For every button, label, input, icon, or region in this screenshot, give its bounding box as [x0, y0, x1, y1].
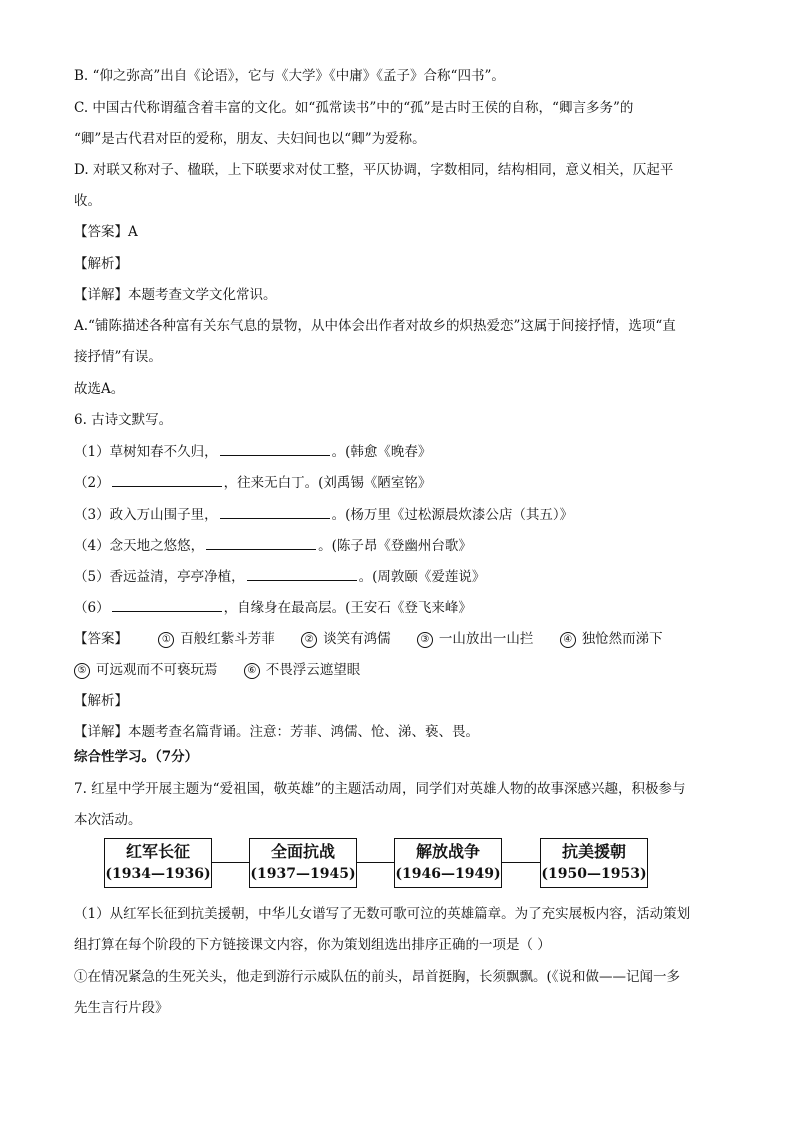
question-6: 6. 古诗文默写。	[74, 412, 173, 428]
option-b: B. “仰之弥高”出自《论语》，它与《大学》《中庸》《孟子》合称“四书”。	[74, 68, 505, 84]
option-c-line2: “卿”是古代君对臣的爱称，朋友、夫妇间也以“卿”为爱称。	[74, 131, 426, 147]
analysis-6-label: 【解析】	[74, 693, 128, 709]
answer-6-line1: 【答案】 ① 百般红紫斗芳菲 ② 谈笑有鸿儒 ③ 一山放出一山拦 ④ 独怆然而涕下	[74, 631, 663, 647]
blank-6-2	[112, 472, 222, 487]
blank-6-1	[220, 441, 330, 456]
answer-6-line2: ⑤ 可远观而不可亵玩焉 ⑥ 不畏浮云遮望眼	[74, 660, 360, 680]
question-6-2: （2） ，往来无白丁。(刘禹锡《陋室铭》	[74, 472, 431, 493]
conclusion-5: 故选A。	[74, 381, 125, 397]
question-6-6: （6） ，自缘身在最高层。(王安石《登飞来峰》	[74, 597, 472, 618]
analysis-a-line2: 接抒情”有误。	[74, 349, 162, 365]
detail-6: 【详解】本题考查名篇背诵。注意：芳菲、鸿儒、怆、涕、亵、畏。	[74, 724, 479, 740]
choice-1-line2: 先生言行片段》	[74, 1000, 169, 1016]
choice-1-line1: ①在情况紧急的生死关头，他走到游行示威队伍的前头，昂首挺胸，长须飘飘。(《说和做——记闻一多	[74, 969, 681, 985]
question-7-line1: 7. 红星中学开展主题为“爱祖国，敬英雄”的主题活动周，同学们对英雄人物的故事深感兴趣，积极参与	[74, 781, 686, 797]
timeline-connector	[212, 862, 249, 863]
question-6-5: （5）香远益清，亭亭净植， 。(周敦颐《爱莲说》	[74, 566, 485, 587]
blank-6-6	[112, 597, 222, 612]
option-d-line2: 收。	[74, 193, 101, 209]
blank-6-3	[220, 504, 330, 519]
blank-6-4	[206, 535, 316, 550]
section-heading: 综合性学习。（7分）	[74, 749, 199, 765]
timeline-connector	[357, 862, 394, 863]
timeline-stage-3: 解放战争 (1946—1949)	[394, 838, 502, 888]
timeline-connector	[502, 862, 540, 863]
answer-5: 【答案】A	[74, 224, 138, 240]
option-c-line1: C. 中国古代称谓蕴含着丰富的文化。如“孤常读书”中的“孤”是古时王侯的自称，“卿言多务”的	[74, 100, 634, 116]
option-d-line1: D. 对联又称对子、楹联，上下联要求对仗工整，平仄协调，字数相同，结构相同，意义相关，仄起平	[74, 162, 674, 178]
history-timeline	[104, 838, 649, 892]
analysis-a-line1: A.“铺陈描述各种富有关东气息的景物，从中体会出作者对故乡的炽热爱恋”这属于间接抒情，选项“直	[74, 318, 676, 334]
timeline-stage-4: 抗美援朝 (1950—1953)	[540, 838, 648, 888]
question-6-1: （1）草树知春不久归， 。(韩愈《晚春》	[74, 441, 431, 462]
detail-5: 【详解】本题考查文学文化常识。	[74, 287, 277, 303]
question-6-4: （4）念天地之悠悠， 。(陈子昂《登幽州台歌》	[74, 535, 472, 556]
question-7-1-line2: 组打算在每个阶段的下方链接课文内容，你为策划组选出排序正确的一项是（ ）	[74, 937, 551, 953]
blank-6-5	[247, 566, 357, 581]
question-6-3: （3）政入万山围子里， 。(杨万里《过松源晨炊漆公店（其五）》	[74, 504, 573, 525]
question-7-line2: 本次活动。	[74, 812, 142, 828]
timeline-stage-1: 红军长征 (1934—1936)	[104, 838, 212, 888]
question-7-1-line1: （1）从红军长征到抗美援朝，中华儿女谱写了无数可歌可泣的英雄篇章。为了充实展板内容，活动策划	[74, 906, 691, 922]
analysis-5-label: 【解析】	[74, 256, 128, 272]
timeline-stage-2: 全面抗战 (1937—1945)	[249, 838, 357, 888]
